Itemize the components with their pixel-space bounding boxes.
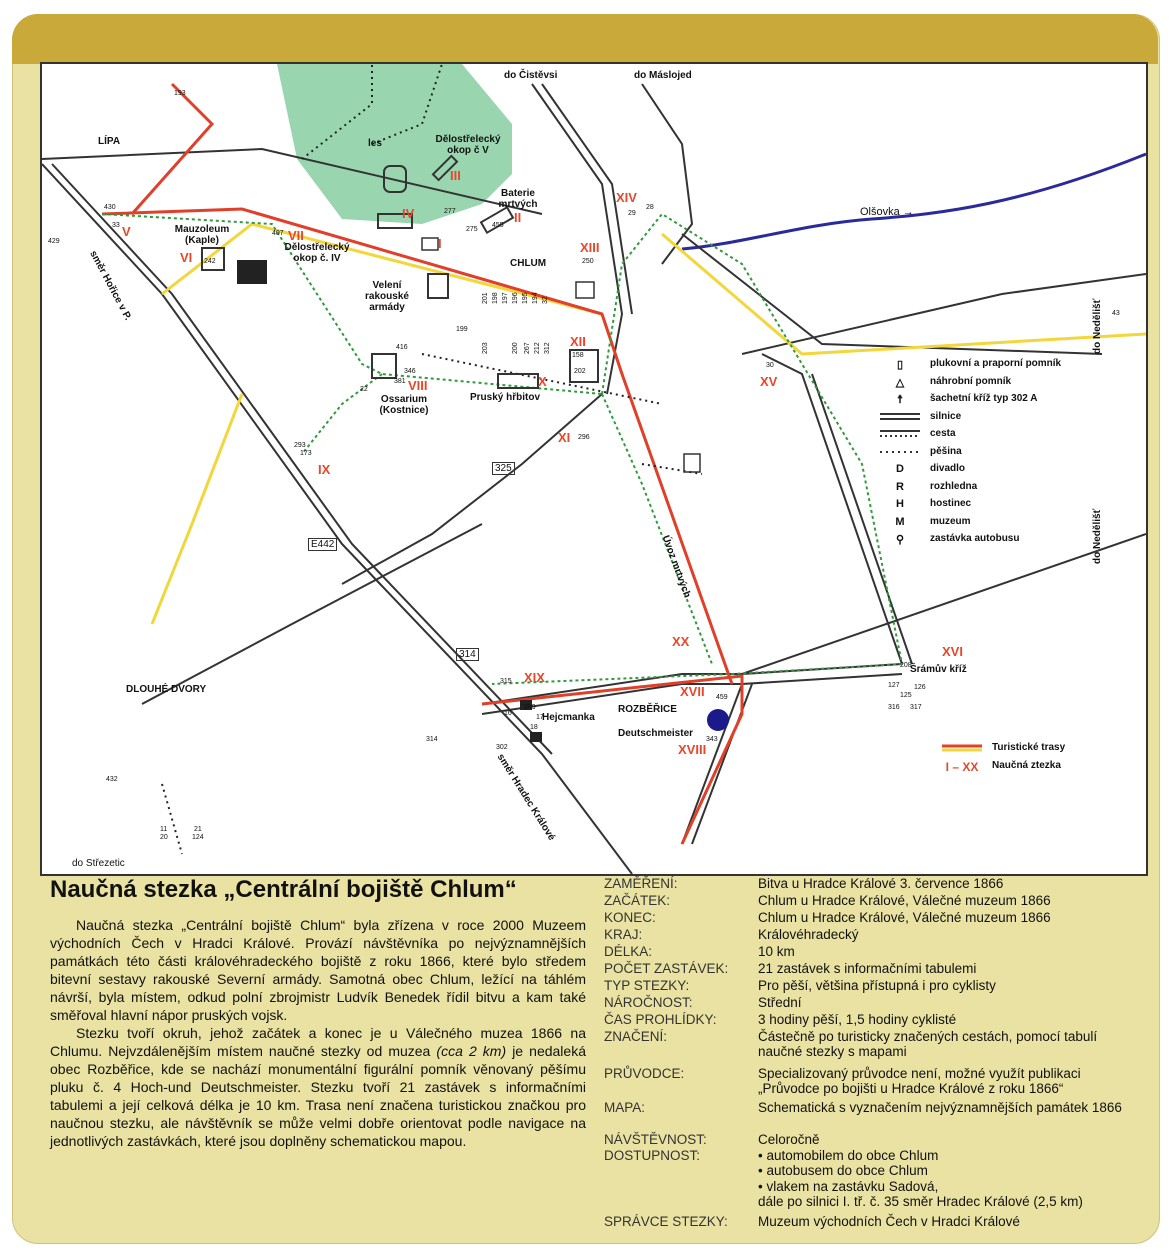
monument-124: 124 (192, 834, 204, 841)
info-key: KONEC: (604, 910, 656, 925)
monument-30: 30 (766, 362, 774, 369)
place-les: les (368, 138, 382, 149)
legend-label: náhrobní pomník (930, 375, 1012, 387)
road-south2 (682, 684, 742, 844)
info-key: DOSTUPNOST: (604, 1148, 701, 1163)
monument-203: 203 (482, 342, 489, 354)
info-value: 3 hodiny pěší, 1,5 hodiny cyklisté (758, 1012, 957, 1027)
monument-296: 296 (578, 434, 590, 441)
paragraph-2-part-c: je nedaleká obec Rozběřice, kde se nachází monumentální figurální pomník věnovaný pěšímu pluku č. 4 Hoch-und Deutschmeister. Stezku tvoří 21 zastávek s informačními tabulemi a její celková délka je 10 km. Trasa není značena turistickou značkou pro naučnou stezku, ale návštěvník se může velmi dobře orientovat podle navigace na jednotlivých zastávkách, které jsou doplněny schematickou mapou. (50, 1043, 586, 1149)
monument-200: 200 (512, 342, 519, 354)
legend-label: cesta (930, 428, 956, 439)
info-key: ZNAČENÍ: (604, 1029, 668, 1044)
label-baterie: Baterie mrtvých (498, 188, 538, 210)
info-value: 21 zastávek s informačními tabulemi (758, 961, 977, 976)
legend-label: pěšina (930, 445, 962, 457)
stop-VIII: VIII (408, 378, 428, 393)
info-value: 10 km (758, 944, 795, 959)
legend-tourist-label: Turistické trasy (992, 742, 1066, 753)
place-olsovka: Olšovka → (860, 206, 914, 218)
monument-250: 250 (582, 258, 594, 265)
monument-316: 316 (888, 704, 900, 711)
monument-194: 194 (532, 292, 539, 304)
legend-row (880, 514, 1130, 532)
info-key: TYP STEZKY: (604, 978, 690, 993)
monument-127: 127 (888, 682, 900, 689)
stop-XX: XX (672, 634, 690, 649)
monument-199: 199 (456, 326, 468, 333)
legend-symbol: H (896, 498, 904, 510)
monument-302: 302 (496, 744, 508, 751)
label-sramuv: Šrámův kříž (910, 664, 967, 675)
info-value: Muzeum východních Čech v Hradci Králové (758, 1214, 1020, 1229)
road-number-314: 314 (456, 648, 479, 661)
label-veleni: Velení rakouské armády (365, 280, 409, 313)
monument-242: 242 (204, 258, 216, 265)
legend-label: rozhledna (930, 480, 978, 492)
monument-459: 459 (716, 694, 728, 701)
info-key: ZAMĚŘENÍ: (604, 876, 678, 891)
monument-193: 193 (174, 90, 186, 97)
legend-symbol: ▯ (896, 359, 904, 371)
monument-416: 416 (396, 344, 408, 351)
red-route-1 (132, 84, 212, 214)
legend-label: šachetní kříž typ 302 A (930, 393, 1038, 404)
stop-VI: VI (180, 250, 193, 265)
stop-XIV: XIV (616, 190, 637, 205)
monument-198: 198 (492, 292, 499, 304)
legend-row (942, 740, 1142, 758)
info-value: Bitva u Hradce Králové 3. července 1866 (758, 876, 1004, 891)
info-key: NÁROČNOST: (604, 995, 693, 1010)
stop-VII: VII (288, 228, 304, 243)
monument-267: 267 (524, 342, 531, 354)
place-dlouhe-dvory: DLOUHÉ DVORY (126, 684, 207, 695)
info-value: Celoročně (758, 1132, 820, 1147)
monument-28: 28 (646, 204, 654, 211)
monument-126: 126 (914, 684, 926, 691)
place-rozberice: ROZBĚŘICE (618, 704, 677, 715)
green-trail-5 (302, 374, 382, 454)
legend-symbol: R (896, 480, 904, 493)
info-key: PRŮVODCE: (604, 1066, 685, 1081)
monument-32: 32 (542, 296, 549, 304)
road-number-e442: E442 (308, 538, 337, 551)
info-value: Chlum u Hradce Králové, Válečné muzeum 1866 (758, 893, 1051, 908)
legend-trail-symbol (880, 446, 920, 458)
legend-label: muzeum (930, 515, 971, 527)
monument-343: 343 (706, 736, 718, 743)
label-hejcmanka: Hejcmanka (542, 712, 595, 723)
paragraph-1: Naučná stezka „Centrální bojiště Chlum“ byla zřízena v roce 2000 Muzeem východních Čech v Hradci Králové. Provází návštěvníka po nejvýznamnějších památkách této části královéhradeckého bojiště z roku 1866, které bylo středem bitevní sestavy rakouské Severní armády. Samotná obec Chlum, ležící na táhlém návrší, byla místem, odkud polní zbrojmistr Ludvík Benedek řídil bitvu a kam také směřoval hlavní nápor pruských vojsk. (50, 917, 586, 1023)
route-legend (942, 740, 1142, 775)
legend-row (942, 758, 1142, 776)
legend-row (880, 461, 1130, 479)
yellow-route-3 (152, 394, 242, 624)
info-value: Specializovaný průvodce není, možné využít publikaci „Průvodce po bojišti u Hradce Králové z roku 1866“ (758, 1066, 1081, 1097)
monument-173: 173 (300, 450, 312, 457)
monument-196: 196 (512, 292, 519, 304)
label-uvoz: Úvoz mrtvých (659, 534, 693, 600)
info-key: MAPA: (604, 1100, 646, 1115)
monument-202: 202 (574, 368, 586, 375)
legend-row (880, 479, 1130, 497)
direction-do-nedelist-2: do Nedělišť (1092, 508, 1103, 564)
legend-educational-label: Naučná ztezka (992, 759, 1061, 771)
stop-XVIII: XVIII (678, 742, 707, 757)
monument-407: 407 (272, 230, 284, 237)
road-dlouhe (142, 524, 482, 704)
legend-row (880, 496, 1130, 514)
monument-381: 381 (394, 378, 406, 385)
info-key: SPRÁVCE STEZKY: (604, 1214, 728, 1229)
monument-33: 33 (112, 222, 120, 229)
monument-43: 43 (1112, 310, 1120, 317)
green-trail-4 (602, 394, 712, 664)
page-frame-top (12, 14, 1158, 64)
monument-158: 158 (572, 352, 584, 359)
chlum-h-symbol (576, 282, 594, 298)
direction-do-maslojed: do Máslojed (634, 70, 692, 81)
label-mauzoleum: Mauzoleum (Kaple) (174, 224, 230, 246)
label-prusky: Pruský hřbitov (470, 392, 541, 403)
map-legend (880, 356, 1130, 549)
info-value: Částečně po turisticky značených cestách, pomocí tabulí naučné stezky s mapami (758, 1029, 1098, 1060)
museum-symbol (422, 238, 438, 250)
legend-row (880, 444, 1130, 462)
direction-do-cistevsi: do Čistěvsi (504, 70, 558, 81)
info-value: Chlum u Hradce Králové, Válečné muzeum 1866 (758, 910, 1051, 925)
river-olsovka (682, 154, 1146, 249)
hejcmanka-symbol-2 (530, 732, 542, 742)
legend-symbol: ⚲ (895, 534, 905, 546)
road-number-325: 325 (492, 462, 515, 475)
legend-label: plukovní a praporní pomník (930, 358, 1062, 369)
legend-row (880, 531, 1130, 549)
label-deutschmeister: Deutschmeister (618, 728, 694, 739)
paragraph-2 (50, 1024, 586, 1150)
black-building (237, 260, 267, 284)
info-key: ČAS PROHLÍDKY: (604, 1012, 717, 1027)
road-east2 (682, 234, 1102, 354)
yellow-route-2 (662, 234, 1146, 354)
monument-20: 20 (160, 834, 168, 841)
direction-smer-hradec: směr Hradec Králové (494, 752, 558, 843)
legend-row (880, 391, 1130, 409)
place-lipa: LÍPA (98, 136, 121, 147)
monument-18: 18 (530, 724, 538, 731)
info-key: POČET ZASTÁVEK: (604, 961, 729, 976)
path-3 (162, 784, 182, 854)
monument-314: 314 (426, 736, 438, 743)
legend-tourist-symbol (942, 742, 982, 754)
paragraph-2-part-a: Stezku tvoří okruh, jehož začátek a konec je u Válečného muzea 1866 na Chlumu. Nejvzdálenějším místem naučné stezky od muzea (50, 1025, 586, 1059)
legend-road-symbol (880, 411, 920, 423)
legend-path-symbol (880, 428, 920, 440)
monument-17: 17 (536, 714, 544, 721)
monument-125: 125 (900, 692, 912, 699)
info-key: ZAČÁTEK: (604, 893, 671, 908)
monument-212: 212 (534, 342, 541, 354)
legend-row (880, 426, 1130, 444)
legend-row (880, 356, 1130, 374)
stop-II: II (514, 210, 522, 225)
monument-315: 315 (500, 678, 512, 685)
monument-16: 16 (504, 710, 512, 717)
monument-429: 429 (48, 238, 60, 245)
monument-346: 346 (404, 368, 416, 375)
green-trail-2 (602, 214, 902, 664)
label-okop-iv: Dělostřelecký okop č. IV (284, 242, 350, 264)
map (40, 62, 1148, 876)
monument-197: 197 (502, 292, 509, 304)
monument-11: 11 (160, 826, 168, 833)
monument-208: 208 (900, 662, 912, 669)
monument-432: 432 (106, 776, 118, 783)
legend-symbol: ☨ (897, 394, 903, 406)
stop-IX: IX (318, 462, 331, 477)
legend-trail-range: I – XX (945, 759, 979, 774)
legend-row (880, 409, 1130, 427)
direction-do-strezetic: do Střezetic (72, 858, 125, 869)
paragraph-2-distance: (cca 2 km) (436, 1043, 507, 1059)
stop-XIX: XIX (524, 670, 545, 685)
monument-312: 312 (544, 342, 551, 354)
road-325 (342, 394, 602, 584)
legend-symbol: D (896, 463, 904, 475)
info-value: Schematická s vyznačením nejvýznamnějších památek 1866 (758, 1100, 1122, 1115)
stop-XVII: XVII (680, 684, 705, 699)
monument-21: 21 (194, 826, 202, 833)
stop-I: I (438, 236, 442, 251)
stop-III: III (450, 168, 461, 183)
veleni-symbol (428, 274, 448, 298)
direction-do-nedelist-1: do Nedělišť (1092, 298, 1103, 354)
monument-29: 29 (628, 210, 636, 217)
monument-289: 289 (524, 704, 536, 711)
label-okop-v: Dělostřelecký okop č V (435, 134, 501, 156)
stop-XI: XI (558, 430, 571, 445)
legend-label: divadlo (930, 463, 966, 474)
monument-201: 201 (482, 292, 489, 304)
direction-smer-horice: směr Hořice v P. (87, 249, 134, 323)
info-value: Pro pěší, většina přístupná i pro cyklisty (758, 978, 996, 993)
label-ossarium: Ossarium (Kostnice) (379, 394, 429, 416)
legend-symbol: △ (895, 376, 905, 389)
building-small (684, 454, 700, 472)
monument-430: 430 (104, 204, 116, 211)
monument-317: 317 (910, 704, 922, 711)
stop-V: V (122, 224, 131, 239)
legend-row (880, 374, 1130, 392)
description-text (50, 916, 586, 1150)
monument-455: 455 (492, 222, 504, 229)
legend-label: silnice (930, 410, 962, 422)
stop-XV: XV (760, 374, 778, 389)
stop-XIII: XIII (580, 240, 600, 255)
stop-XII: XII (570, 334, 586, 349)
info-key: KRAJ: (604, 927, 643, 942)
page-title: Naučná stezka „Centrální bojiště Chlum“ (50, 876, 517, 903)
stop-XVI: XVI (942, 644, 963, 659)
monument-275: 275 (466, 226, 478, 233)
info-value: • automobilem do obce Chlum • autobusem do obce Chlum • vlakem na zastávku Sadová, dále po silnici I. tř. č. 35 směr Hradec Králové (2,5 km) (758, 1148, 1083, 1210)
monument-277: 277 (444, 208, 456, 215)
stop-IV: IV (402, 206, 415, 221)
legend-symbol: M (895, 515, 905, 528)
road-east (742, 274, 1146, 354)
road-e442 (42, 164, 632, 874)
place-chlum: CHLUM (510, 258, 547, 269)
monument-195: 195 (522, 292, 529, 304)
stop-X: X (538, 374, 547, 389)
info-key: DÉLKA: (604, 944, 653, 959)
monument-293: 293 (294, 442, 306, 449)
legend-label: zastávka autobusu (930, 533, 1020, 544)
info-value: Královéhradecký (758, 927, 859, 942)
info-value: Střední (758, 995, 802, 1010)
monument-22: 22 (360, 386, 368, 393)
legend-label: hostinec (930, 498, 972, 509)
info-key: NÁVŠTĚVNOST: (604, 1132, 707, 1147)
deutschmeister-symbol (707, 709, 729, 731)
